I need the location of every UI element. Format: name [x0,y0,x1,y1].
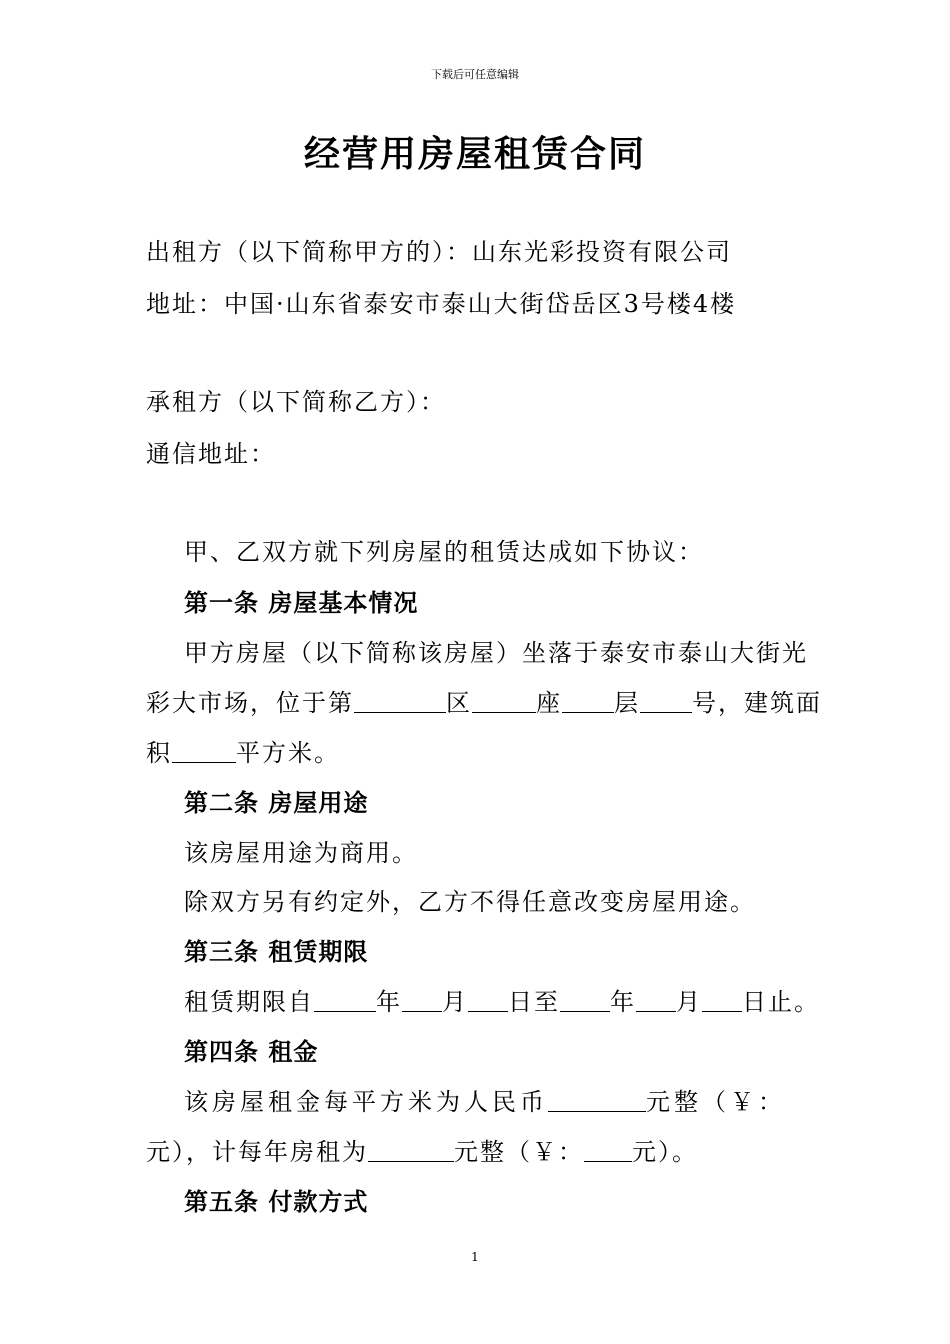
intro-paragraph: 甲、乙双方就下列房屋的租赁达成如下协议： [184,538,704,566]
rent-per-sqm-blank[interactable] [548,1089,646,1112]
article-4-heading: 第四条 租金 [184,1038,319,1066]
page-number: 1 [471,1250,479,1264]
text-segment: 月 [442,988,468,1016]
article-1-line-2 [146,683,822,718]
block-number-blank[interactable] [354,690,446,713]
unit-number-blank[interactable] [640,690,692,713]
text-segment: 元整（￥： [646,1088,786,1116]
text-segment: 平方米。 [236,739,340,767]
annual-rent-figure-blank[interactable] [584,1139,632,1162]
text-segment: 租赁期限自 [184,988,314,1016]
text-segment: 日止。 [742,988,820,1016]
article-4-line-1 [184,1082,786,1117]
end-day-blank[interactable] [702,989,742,1012]
document-title: 经营用房屋租赁合同 [303,134,646,175]
text-segment: 年 [610,988,636,1016]
end-month-blank[interactable] [636,989,676,1012]
floor-blank[interactable] [562,690,614,713]
text-segment: 元），计每年房租为 [146,1138,368,1166]
text-segment: 年 [376,988,402,1016]
header-note: 下载后可任意编辑 [431,68,519,81]
text-segment: 座 [536,689,562,717]
building-blank[interactable] [472,690,536,713]
article-3-heading: 第三条 租赁期限 [184,938,369,966]
text-segment: 区 [446,689,472,717]
text-segment: 该房屋租金每平方米为人民币 [184,1088,548,1116]
area-blank[interactable] [172,740,236,763]
lessee-address-line: 通信地址： [146,440,276,468]
start-year-blank[interactable] [314,989,376,1012]
text-segment: 月 [676,988,702,1016]
start-month-blank[interactable] [402,989,442,1012]
article-2-line-1: 该房屋用途为商用。 [184,839,418,867]
text-segment: 元）。 [632,1138,698,1166]
article-1-line-1: 甲方房屋（以下简称该房屋）坐落于泰安市泰山大街光 [184,639,808,667]
text-segment: 日至 [508,988,560,1016]
text-segment: 号，建筑面 [692,689,822,717]
text-segment: 积 [146,739,172,767]
lessor-address-line: 地址：中国·山东省泰安市泰山大街岱岳区3号楼4楼 [146,290,737,318]
article-3-line-1 [184,982,820,1017]
article-2-heading: 第二条 房屋用途 [184,789,369,817]
annual-rent-blank[interactable] [368,1139,454,1162]
lessee-line: 承租方（以下简称乙方）： [146,388,446,416]
text-segment: 彩大市场，位于第 [146,689,354,717]
article-1-line-3 [146,733,340,768]
lessor-line: 出租方（以下简称甲方的）：山东光彩投资有限公司 [146,238,732,266]
article-1-heading: 第一条 房屋基本情况 [184,589,419,617]
article-5-heading: 第五条 付款方式 [184,1188,369,1216]
article-4-line-2 [146,1132,698,1167]
start-day-blank[interactable] [468,989,508,1012]
article-2-line-2: 除双方另有约定外，乙方不得任意改变房屋用途。 [184,888,756,916]
text-segment: 元整（￥： [454,1138,584,1166]
text-segment: 层 [614,689,640,717]
end-year-blank[interactable] [560,989,610,1012]
